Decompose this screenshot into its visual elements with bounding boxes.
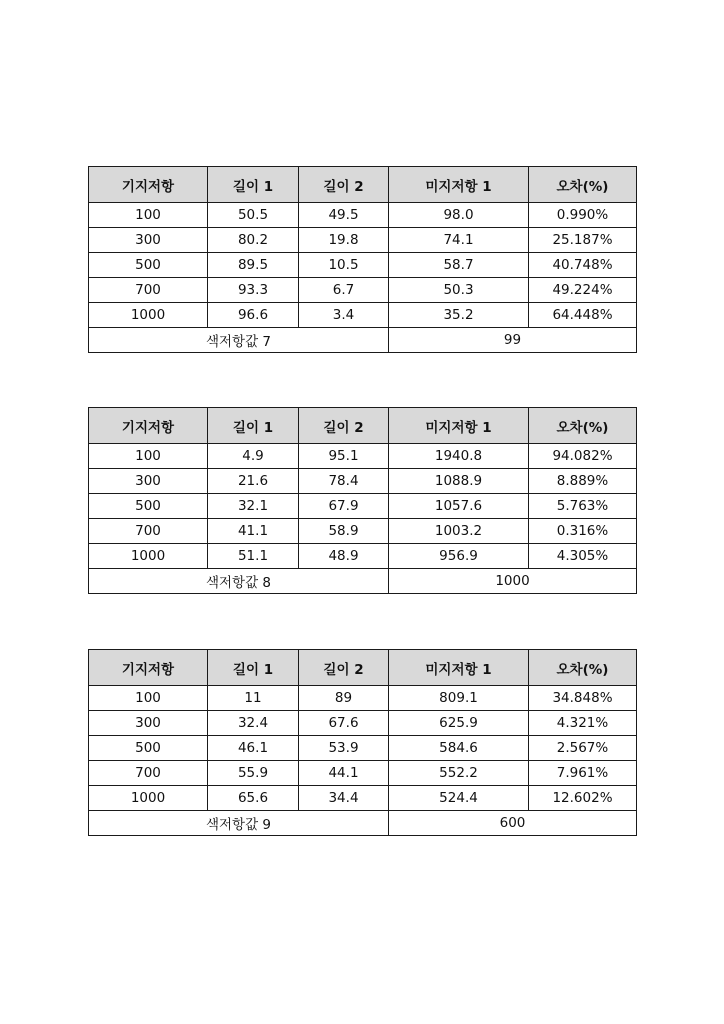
cell-error: 7.961% [529, 761, 637, 786]
cell-unknown-resistance: 35.2 [389, 303, 529, 328]
cell-length-1: 55.9 [208, 761, 299, 786]
cell-error: 0.990% [529, 203, 637, 228]
cell-error: 0.316% [529, 519, 637, 544]
table-row [89, 544, 637, 569]
cell-length-2: 44.1 [299, 761, 389, 786]
cell-error: 49.224% [529, 278, 637, 303]
table-row [89, 469, 637, 494]
header-length-2: 길이 2 [299, 650, 389, 686]
cell-error: 4.305% [529, 544, 637, 569]
cell-unknown-resistance: 1003.2 [389, 519, 529, 544]
cell-length-1: 96.6 [208, 303, 299, 328]
header-unknown-resistance-1: 미지저항 1 [389, 167, 529, 203]
table-row [89, 203, 637, 228]
cell-unknown-resistance: 1057.6 [389, 494, 529, 519]
resistance-table-1 [88, 166, 637, 353]
cell-length-2: 53.9 [299, 736, 389, 761]
cell-unknown-resistance: 58.7 [389, 253, 529, 278]
cell-known-resistance: 700 [89, 278, 208, 303]
color-resistance-label: 색저항값 8 [89, 569, 389, 594]
header-known-resistance: 기지저항 [89, 167, 208, 203]
table-row [89, 253, 637, 278]
cell-length-2: 78.4 [299, 469, 389, 494]
cell-length-2: 67.9 [299, 494, 389, 519]
cell-length-2: 89 [299, 686, 389, 711]
cell-length-2: 95.1 [299, 444, 389, 469]
table-header-row [89, 650, 637, 686]
resistance-table-3 [88, 649, 637, 836]
cell-known-resistance: 500 [89, 253, 208, 278]
cell-unknown-resistance: 524.4 [389, 786, 529, 811]
color-resistance-label: 색저항값 7 [89, 328, 389, 353]
header-error-percent: 오차(%) [529, 408, 637, 444]
cell-length-1: 80.2 [208, 228, 299, 253]
cell-length-1: 32.1 [208, 494, 299, 519]
cell-length-2: 34.4 [299, 786, 389, 811]
table-footer-row [89, 811, 637, 836]
cell-known-resistance: 1000 [89, 303, 208, 328]
table-row [89, 686, 637, 711]
table-row [89, 786, 637, 811]
table-row [89, 303, 637, 328]
cell-known-resistance: 1000 [89, 544, 208, 569]
cell-length-1: 93.3 [208, 278, 299, 303]
header-length-1: 길이 1 [208, 408, 299, 444]
cell-known-resistance: 100 [89, 203, 208, 228]
resistance-table-2 [88, 407, 637, 594]
cell-unknown-resistance: 809.1 [389, 686, 529, 711]
table-row [89, 494, 637, 519]
table-row [89, 228, 637, 253]
header-unknown-resistance-1: 미지저항 1 [389, 650, 529, 686]
cell-error: 40.748% [529, 253, 637, 278]
header-known-resistance: 기지저항 [89, 650, 208, 686]
cell-length-1: 11 [208, 686, 299, 711]
cell-known-resistance: 100 [89, 444, 208, 469]
color-resistance-value: 99 [389, 328, 637, 353]
table-row [89, 711, 637, 736]
cell-length-2: 3.4 [299, 303, 389, 328]
header-length-2: 길이 2 [299, 167, 389, 203]
color-resistance-value: 600 [389, 811, 637, 836]
table-footer-row [89, 328, 637, 353]
header-length-1: 길이 1 [208, 650, 299, 686]
cell-error: 5.763% [529, 494, 637, 519]
cell-unknown-resistance: 956.9 [389, 544, 529, 569]
cell-known-resistance: 1000 [89, 786, 208, 811]
cell-length-1: 4.9 [208, 444, 299, 469]
header-error-percent: 오차(%) [529, 167, 637, 203]
cell-known-resistance: 300 [89, 711, 208, 736]
cell-length-2: 67.6 [299, 711, 389, 736]
cell-known-resistance: 700 [89, 761, 208, 786]
header-unknown-resistance-1: 미지저항 1 [389, 408, 529, 444]
cell-unknown-resistance: 50.3 [389, 278, 529, 303]
table-header-row [89, 408, 637, 444]
cell-unknown-resistance: 584.6 [389, 736, 529, 761]
cell-unknown-resistance: 1940.8 [389, 444, 529, 469]
header-length-1: 길이 1 [208, 167, 299, 203]
cell-known-resistance: 100 [89, 686, 208, 711]
cell-length-1: 65.6 [208, 786, 299, 811]
cell-length-1: 32.4 [208, 711, 299, 736]
table-row [89, 736, 637, 761]
header-error-percent: 오차(%) [529, 650, 637, 686]
header-length-2: 길이 2 [299, 408, 389, 444]
cell-error: 8.889% [529, 469, 637, 494]
table-row [89, 761, 637, 786]
cell-error: 64.448% [529, 303, 637, 328]
cell-known-resistance: 500 [89, 736, 208, 761]
cell-length-2: 58.9 [299, 519, 389, 544]
cell-error: 34.848% [529, 686, 637, 711]
cell-length-1: 89.5 [208, 253, 299, 278]
cell-error: 25.187% [529, 228, 637, 253]
table-row [89, 444, 637, 469]
cell-unknown-resistance: 74.1 [389, 228, 529, 253]
cell-length-1: 41.1 [208, 519, 299, 544]
table-row [89, 519, 637, 544]
table-footer-row [89, 569, 637, 594]
header-known-resistance: 기지저항 [89, 408, 208, 444]
cell-length-1: 21.6 [208, 469, 299, 494]
color-resistance-label: 색저항값 9 [89, 811, 389, 836]
cell-length-1: 50.5 [208, 203, 299, 228]
cell-known-resistance: 300 [89, 228, 208, 253]
cell-known-resistance: 700 [89, 519, 208, 544]
cell-unknown-resistance: 625.9 [389, 711, 529, 736]
table-header-row [89, 167, 637, 203]
cell-known-resistance: 300 [89, 469, 208, 494]
cell-length-1: 51.1 [208, 544, 299, 569]
color-resistance-value: 1000 [389, 569, 637, 594]
cell-error: 2.567% [529, 736, 637, 761]
cell-length-2: 48.9 [299, 544, 389, 569]
cell-error: 94.082% [529, 444, 637, 469]
cell-length-2: 6.7 [299, 278, 389, 303]
cell-length-2: 19.8 [299, 228, 389, 253]
cell-unknown-resistance: 552.2 [389, 761, 529, 786]
table-row [89, 278, 637, 303]
cell-error: 4.321% [529, 711, 637, 736]
cell-error: 12.602% [529, 786, 637, 811]
cell-known-resistance: 500 [89, 494, 208, 519]
cell-length-2: 49.5 [299, 203, 389, 228]
cell-length-1: 46.1 [208, 736, 299, 761]
cell-unknown-resistance: 98.0 [389, 203, 529, 228]
cell-length-2: 10.5 [299, 253, 389, 278]
cell-unknown-resistance: 1088.9 [389, 469, 529, 494]
